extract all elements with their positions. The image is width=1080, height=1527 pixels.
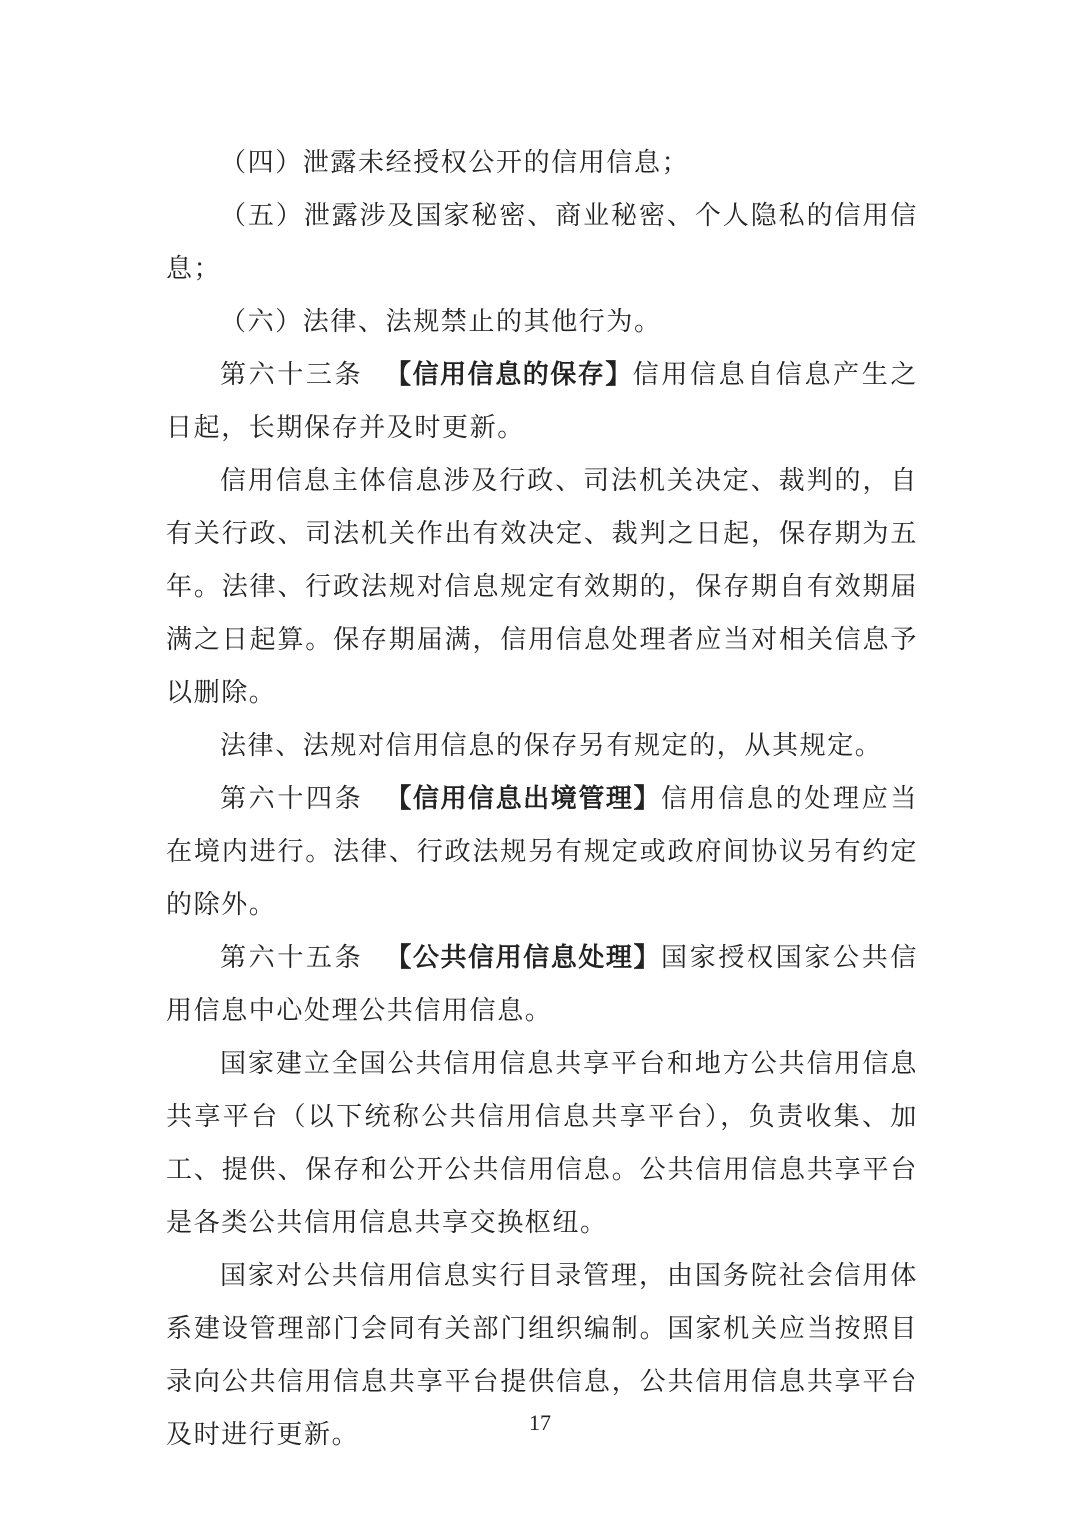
article-title: 【公共信用信息处理】: [385, 943, 662, 973]
article-title: 【信用信息出境管理】: [385, 784, 662, 814]
article-number: 第六十四条: [220, 784, 364, 814]
article-text: 信用信息自信息产生之日起，长期保存并及时更新。: [166, 360, 918, 443]
list-item: （六）法律、法规禁止的其他行为。: [220, 307, 662, 337]
paragraph: 法律、法规对信用信息的保存另有规定的，从其规定。: [220, 731, 883, 761]
article-number: 第六十五条: [220, 943, 364, 973]
paragraph: 信用信息主体信息涉及行政、司法机关决定、裁判的，自有关行政、司法机关作出有效决定、裁判之日起，保存期为五年。法律、行政法规对信息规定有效期的，保存期自有效期届满之日起算。保存期届满，信用信息处理者应当对相关信息予以删除。: [166, 466, 918, 708]
article-title: 【信用信息的保存】: [385, 360, 633, 390]
list-item: （五）泄露涉及国家秘密、商业秘密、个人隐私的信用信息；: [166, 201, 918, 284]
article-65: [166, 932, 918, 1038]
article-text: 国家授权国家公共信用信息中心处理公共信用信息。: [166, 943, 918, 1026]
list-item: （四）泄露未经授权公开的信用信息；: [220, 148, 690, 178]
article-number: 第六十三条: [220, 360, 364, 390]
article-text: 信用信息的处理应当在境内进行。法律、行政法规另有规定或政府间协议另有约定的除外。: [166, 784, 918, 920]
article-64: [166, 773, 918, 932]
document-body: [166, 137, 918, 1462]
paragraph: 国家建立全国公共信用信息共享平台和地方公共信用信息共享平台（以下统称公共信用信息共享平台），负责收集、加工、提供、保存和公开公共信用信息。公共信用信息共享平台是各类公共信用信息共享交换枢纽。: [166, 1049, 918, 1238]
article-63: [166, 349, 918, 455]
paragraph: 国家对公共信用信息实行目录管理，由国务院社会信用体系建设管理部门会同有关部门组织编制。国家机关应当按照目录向公共信用信息共享平台提供信息，公共信用信息共享平台及时进行更新。: [166, 1261, 918, 1450]
page-number: 17: [529, 1410, 551, 1435]
